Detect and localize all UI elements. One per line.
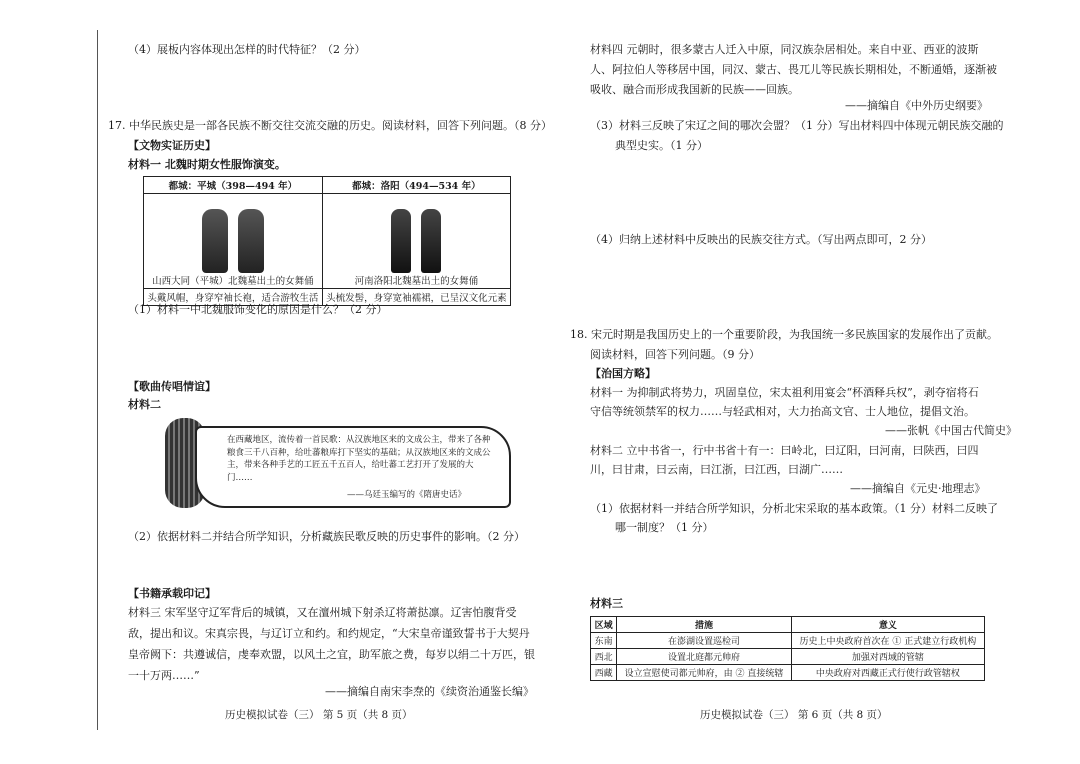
desc-luoyang: 头梳发髻，身穿宽袖襦裙，已呈汉文化元素 [322,289,510,306]
q17-3-line-1: （3）材料三反映了宋辽之间的哪次会盟？（1 分）写出材料四中体现元朝民族交融的 [590,119,1004,132]
material-1-title: 材料一 北魏时期女性服饰演变。 [128,158,286,171]
q18-material-2-line-2: 川，曰甘肃，曰云南，曰江浙，曰江西，曰湖广…… [590,463,843,476]
material-2-title: 材料二 [128,398,161,411]
table-cell: 加强对西域的管辖 [791,649,984,665]
q17-3-line-2: 典型史实。（1 分） [615,139,708,152]
footer-page-6: 历史模拟试卷（三） 第 6 页（共 8 页） [700,709,888,721]
table-header-region: 区域 [591,617,617,633]
dancer-figurine-image-1 [147,195,319,273]
table-header-pingcheng: 都城：平城（398—494 年） [144,177,323,194]
table-row [591,665,985,681]
q18-material-1-line-2: 守信等统领禁军的权力……与轻武相对，大力抬高文官、士人地位，提倡文治。 [590,405,975,418]
q17-2: （2）依据材料二并结合所学知识，分析藏族民歌反映的历史事件的影响。（2 分） [128,530,525,543]
table-cell: 在澎湖设置巡检司 [617,633,791,649]
right-page [540,0,1080,764]
q18-material-1-source: ——张帆《中国古代简史》 [885,424,1017,437]
table-header-luoyang: 都城：洛阳（494—534 年） [322,177,510,194]
table-cell: 设置北庭都元帅府 [617,649,791,665]
material-4-line-2: 人、阿拉伯人等移居中国，同汉、蒙古、畏兀儿等民族长期相处，不断通婚，逐渐被 [590,63,997,76]
q16-4: （4）展板内容体现出怎样的时代特征？（2 分） [128,43,366,56]
measures-table [590,616,985,681]
material-3-line-3: 皇帝阙下：共遵诚信，虔奉欢盟，以风土之宜，助军旅之费，每岁以绢二十万匹，银 [128,648,535,661]
q17-heading: 17. 中华民族史是一部各民族不断交往交流交融的历史。阅读材料，回答下列问题。（8 分） [108,119,552,132]
section-artifacts: 【文物实证历史】 [128,139,216,152]
table-cell: 中央政府对西藏正式行使行政管辖权 [791,665,984,681]
table-row [591,649,985,665]
dress-table [143,176,511,306]
binding-line [97,30,98,730]
table-cell: 东南 [591,633,617,649]
figure-caption-1: 山西大同（平城）北魏墓出土的女舞俑 [152,276,314,287]
material-3-line-1: 材料三 宋军坚守辽军背后的城镇，又在澶州城下射杀辽将萧挞凛。辽害怕腹背受 [128,606,517,619]
material-4-source: ——摘编自《中外历史纲要》 [845,99,988,112]
table-cell: 设立宣慰使司都元帅府，由 ② 直接统辖 [617,665,791,681]
material-4-line-1: 材料四 元朝时，很多蒙古人迁入中原，同汉族杂居相处。来自中亚、西亚的波斯 [590,43,979,56]
desc-pingcheng: 头戴风帽，身穿窄袖长袍，适合游牧生活 [144,289,323,306]
q18-material-3-title: 材料三 [590,597,623,610]
table-cell: 历史上中央政府首次在 ① 正式建立行政机构 [791,633,984,649]
dancer-figurine-image-2 [326,195,507,273]
q18-material-2-line-1: 材料二 立中书省一，行中书省十有一：曰岭北，曰辽阳，曰河南，曰陕西，曰四 [590,444,979,457]
footer-page-5: 历史模拟试卷（三） 第 5 页（共 8 页） [225,709,413,721]
scroll-source: ——乌廷玉编写的《隋唐史话》 [347,490,467,500]
table-cell: 西北 [591,649,617,665]
q17-1: （1）材料一中北魏服饰变化的原因是什么？（2 分） [128,303,388,316]
material-3-source: ——摘编自南宋李焘的《续资治通鉴长编》 [325,685,534,698]
section-governance: 【治国方略】 [590,367,656,380]
section-books: 【书籍承载印记】 [128,587,216,600]
section-songs: 【歌曲传唱情谊】 [128,380,216,393]
material-3-line-4: 一十万两……” [128,669,200,682]
table-row [591,633,985,649]
figure-cell-1 [144,194,323,289]
material-3-line-2: 敌，提出和议。宋真宗畏，与辽订立和约。和约规定，“大宋皇帝谨致誓书于大契丹 [128,627,530,640]
q18-heading-1: 18. 宋元时期是我国历史上的一个重要阶段，为我国统一多民族国家的发展作出了贡献。 [570,328,998,341]
table-header-measure: 措施 [617,617,791,633]
table-cell: 西藏 [591,665,617,681]
q18-material-1-line-1: 材料一 为抑制武将势力，巩固皇位，宋太祖利用宴会“杯酒释兵权”，剥夺宿将石 [590,386,979,399]
q18-1-line-1: （1）依据材料一并结合所学知识，分析北宋采取的基本政策。（1 分）材料二反映了 [590,502,998,515]
scroll-graphic [165,418,510,508]
q18-material-2-source: ——摘编自《元史·地理志》 [850,482,986,495]
figure-cell-2 [322,194,510,289]
material-4-line-3: 吸收、融合而形成我国新的民族——回族。 [590,83,799,96]
q18-heading-2: 阅读材料，回答下列问题。（9 分） [590,348,760,361]
q17-4: （4）归纳上述材料中反映出的民族交往方式。（写出两点即可，2 分） [590,233,932,246]
table-header-meaning: 意义 [791,617,984,633]
q18-1-line-2: 哪一制度？（1 分） [615,521,714,534]
scroll-text: 在西藏地区，流传着一首民歌：从汉族地区来的文成公主，带来了各种粮食三千八百种，给吐蕃粮库打下坚实的基础；从汉族地区来的文成公主，带来各种手艺的工匠五千五百人，给吐蕃工艺打开了发展的大门…… [227,435,491,483]
figure-caption-2: 河南洛阳北魏墓出土的女舞俑 [354,276,479,287]
scroll-paper [195,426,511,508]
